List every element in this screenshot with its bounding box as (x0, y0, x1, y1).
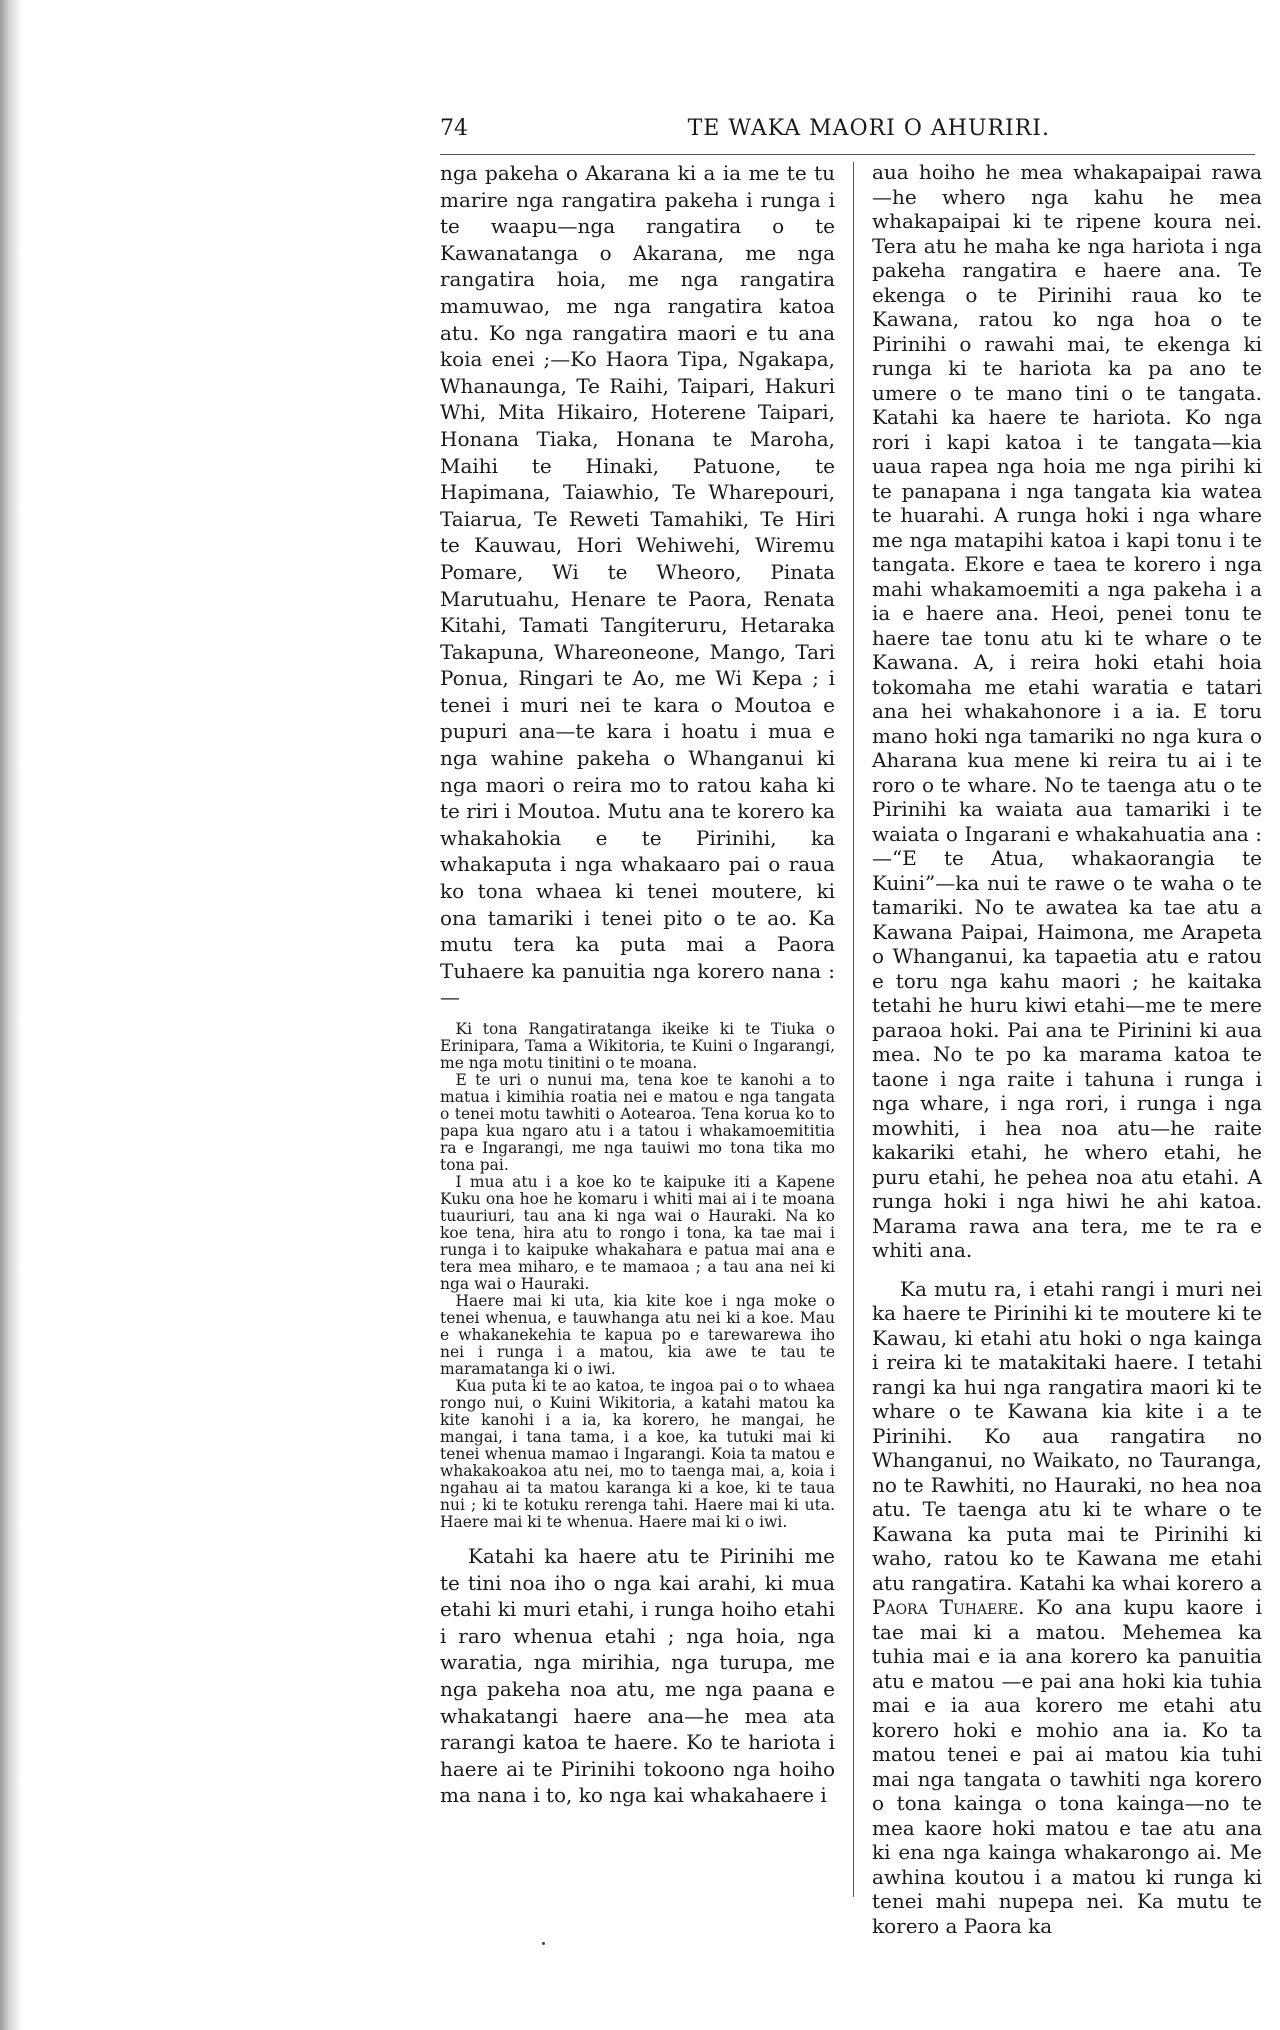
speech-paragraph: Ki tona Rangatiratanga ikeike ki te Tiuka o Erinipara, Tama a Wikitoria, te Kuini o Ingarangi, me nga motu tinitini o te moana. (440, 1020, 835, 1072)
header-rule (440, 154, 1255, 155)
right-paragraph-2 (872, 1277, 1262, 1939)
speech-paragraph: Kua puta ki te ao katoa, te ingoa pai o to whaea rongo nui, o Kuini Wikitoria, a katahi matou ka kite kanohi i a ia, ka korero, he mangai, he mangai, i tana tama, i a koe, ka tutuki mai ki tenei whenua mamao i Ingarangi. Koia ta matou e whakakoakoa atu nei, mo to taenga mai, a, koia i ngahau ai ta matou karanga ki a koe, ki te taua nui ; ki te kotuku rerenga tahi. Haere mai ki uta. Haere mai ki te whenua. Haere mai ki o iwi. (440, 1377, 835, 1531)
running-header (440, 116, 1050, 146)
ink-speck (542, 1942, 545, 1945)
speaker-name: Paora Tuhaere (872, 1595, 1019, 1619)
paragraph-2-end: . Ko ana kupu kaore i tae mai ki a matou. Mehemea ka tuhia mai e ia ana korero ka panuitia atu e matou —e pai ana hoki kia tuhia mai e ia aua korero me etahi atu korero hoki e mohio ana ia. Ko ta matou tenei e pai ai matou kia tuhi mai nga tangata o tawhiti nga korero o tona kainga o tona kainga—no te mea kaore hoki matou e tae atu ana ki ena nga kainga whakarongo ai. Me awhina koutou i a matou ki runga ki tenei mahi nupepa nei. Ka mutu te korero a Paora ka (872, 1595, 1262, 1938)
speech-paragraph: Haere mai ki uta, kia kite koe i nga moke o tenei whenua, e tauwhanga atu nei ki a koe. Mau e whakanekehia te kapua po e tarewarewa iho nei i runga i a matou, kia awe te tau te maramatanga ki o iwi. (440, 1292, 835, 1378)
running-title: TE WAKA MAORI O AHURIRI. (687, 116, 1050, 141)
right-paragraph-1: aua hoiho he mea whakapaipai rawa—he whero nga kahu he mea whakapaipai ki te ripene koura nei. Tera atu he maha ke nga hariota i nga pakeha rangatira e haere ana. Te ekenga o te Pirinihi raua ko te Kawana, ratou ko nga hoa o te Pirinihi o rawahi mai, te ekenga ki runga ki te hariota ka pa ano te umere o te mano tini o te tangata. Katahi ka haere te hariota. Ko nga rori i kapi katoa i te tangata—kia uaua rapea nga hoia me nga pirihi ki te panapana i nga tangata kia watea te huarahi. A runga hoki i nga whare me nga matapihi katoa i kapi tonu i te tangata. Ekore e taea te korero i nga mahi whakamoemiti a nga pakeha i a ia e haere ana. Heoi, penei tonu te haere tae tonu atu ki te whare o te Kawana. A, i reira hoki etahi hoia tokomaha me etahi waratia e tatari ana hei whakahonore i a ia. E toru mano hoki nga tamariki no nga kura o Aharana kua mene ki reira tu ai i te roro o te whare. No te taenga atu o te Pirinihi ka waiata aua tamariki i te waiata o Ingarani e whakahuatia ana :—“E te Atua, whakaorangia te Kuini”—ka nui te rawe o te waha o te tamariki. No te awatea ka tae atu a Kawana Paipai, Haimona, me Arapeta o Whanganui, ka tapaetia atu e ratou e toru nga kahu maori ; he kaitaka tetahi he huru kiwi etahi—me te mere paraoa hoki. Pai ana te Pirinini ki aua mea. No te po ka marama katoa te taone i nga raite i tahuna i runga i nga whare, i nga rori, i runga i nga mowhiti, i hea noa atu—he raite kakariki etahi, he whero etahi, he puru etahi, he pehea noa atu etahi. A runga hoki i nga hiwi he ahi katoa. Marama rawa ana tera, me te ra e whiti ana. (872, 160, 1262, 1262)
left-paragraph-1: nga pakeha o Akarana ki a ia me te tu marire nga rangatira pakeha i runga i te waapu—nga rangatira o te Kawanatanga o Akarana, me nga rangatira hoia, me nga rangatira mamuwao, me nga rangatira katoa atu. Ko nga rangatira maori e tu ana koia enei ;—Ko Haora Tipa, Ngakapa, Whanaunga, Te Raihi, Taipari, Hakuri Whi, Mita Hikairo, Hoterene Taipari, Honana Tiaka, Honana te Maroha, Maihi te Hinaki, Patuone, te Hapimana, Taiawhio, Te Wharepouri, Taiarua, Te Reweti Tamahiki, Te Hiri te Kauwau, Hori Wehiwehi, Wiremu Pomare, Wi te Wheoro, Pinata Marutuahu, Henare te Paora, Renata Kitahi, Tamati Tangiteruru, Hetaraka Takapuna, Whareoneone, Mango, Tari Ponua, Ringari te Ao, me Wi Kepa ; i tenei i muri nei te kara o Moutoa e pupuri ana—te kara i hoatu i mua e nga wahine pakeha o Whanganui ki nga maori o reira mo to ratou kaha ki te riri i Moutoa. Mutu ana te korero ka whakahokia e te Pirinihi, ka whakaputa i nga whakaaro pai o raua ko tona whaea ki tenei moutere, ki ona tamariki i tenei pito o te ao. Ka mutu tera ka puta mai a Paora Tuhaere ka panuitia nga korero nana :— (440, 161, 835, 1010)
page-number: 74 (440, 116, 468, 141)
right-column (872, 160, 1262, 1938)
speech-paragraph: E te uri o nunui ma, tena koe te kanohi a to matua i kimihia roatia nei e matou e nga tangata o tenei motu tawhiti o Aotearoa. Tena korua ko to papa kua ngaro atu i a tatou i whakamoemititia ra e Ingarangi, me nga tauiwi mo tona tika mo tona pai. (440, 1071, 835, 1174)
address-to-prince (440, 1021, 835, 1531)
left-column (440, 160, 835, 1809)
left-paragraph-2: Katahi ka haere atu te Pirinihi me te tini noa iho o nga kai arahi, ki mua etahi ki muri etahi, i runga hoiho etahi i raro whenua etahi ; nga hoia, nga waratia, nga mirihia, nga turupa, me nga pakeha noa atu, me nga paana e whakatangi haere ana—he mea ata rarangi katoa te haere. Ko te hariota i haere ai te Pirinihi tokoono nga hoiho ma nana i to, ko nga kai whakahaere i (440, 1544, 835, 1808)
column-divider (853, 162, 854, 1897)
speech-paragraph: I mua atu i a koe ko te kaipuke iti a Kapene Kuku ona hoe he komaru i whiti mai ai i te moana tuauriuri, tau ana ki nga wai o Hauraki. Na ko koe tena, hira atu to rongo i tona, ka tae mai i runga i to kaipuke whakahara e patua mai ana e tera mea miharo, e te mamaoa ; a tau ana nei ki nga wai o Hauraki. (440, 1173, 835, 1293)
paragraph-2-start: Ka mutu ra, i etahi rangi i muri nei ka haere te Pirinihi ki te moutere ki te Kawau, ki etahi atu hoki o nga kainga i reira ki te matakitaki haere. I tetahi rangi ka hui nga rangatira maori ki te whare o te Kawana kia kite i a te Pirinihi. Ko aua rangatira no Whanganui, no Waikato, no Tauranga, no te Rawhiti, no Hauraki, no hea noa atu. Te taenga atu ki te whare o te Kawana ka puta mai te Pirinihi ki waho, ratou ko te Kawana me etahi atu rangatira. Katahi ka whai korero a (872, 1276, 1262, 1595)
scanned-page-edge (0, 0, 22, 2030)
